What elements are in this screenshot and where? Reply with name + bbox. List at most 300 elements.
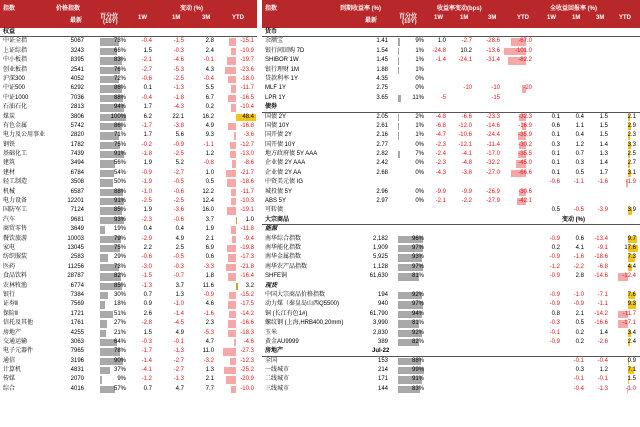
yield-change-c2: -9.9 [461, 188, 472, 195]
change-m3: 0.6 [205, 254, 214, 261]
return-r2: -0.1 [573, 376, 584, 383]
percentile-value: 90% [113, 357, 126, 364]
change-m1: -0.1 [173, 338, 184, 345]
return-r1: -0.9 [549, 254, 560, 261]
percentile-value: 0% [415, 141, 424, 148]
percentile-value: 9% [117, 376, 126, 383]
percentile-value: 85% [113, 282, 126, 289]
percentile-value: 37% [113, 367, 126, 374]
yield-change-c1: -4.7 [435, 132, 446, 139]
latest-value: 1,128 [372, 263, 388, 270]
latest-value: 12201 [67, 198, 84, 205]
percentile-value: 96% [411, 235, 424, 242]
yield-change-c4: -67.0 [518, 38, 532, 45]
percentile-value: 73% [113, 263, 126, 270]
return-r3: -0.1 [597, 376, 608, 383]
change-m1: -5.3 [173, 66, 184, 73]
return-r2: 0.5 [575, 169, 584, 176]
change-m1: -0.7 [173, 273, 184, 280]
row-name: 银行间回购 7D [265, 47, 305, 54]
percentile-value: 0% [415, 160, 424, 167]
change-ytd: 1.0 [245, 216, 254, 223]
latest-value: 2541 [70, 66, 84, 73]
table-row [0, 263, 257, 272]
return-r3: -14.6 [594, 273, 608, 280]
change-m3: 6.9 [205, 244, 214, 251]
percentile-value: 97% [411, 244, 424, 251]
percentile-value: 76% [113, 66, 126, 73]
row-name: 城投债 5Y [265, 188, 293, 195]
header-3m-2: 3M [596, 15, 605, 21]
percentile-value: 56% [113, 160, 126, 167]
latest-value: 3243 [70, 47, 84, 54]
return-r2: 0.7 [575, 151, 584, 158]
yield-change-c4: -35.5 [518, 151, 532, 158]
yield-change-c2: -3.8 [461, 169, 472, 176]
row-name: 煤炭 [3, 113, 16, 120]
latest-value: 5,925 [372, 254, 388, 261]
change-ytd: 48.4 [242, 113, 254, 120]
table-row [0, 75, 257, 84]
return-r3: 1.2 [599, 367, 608, 374]
percentile-value: 91% [113, 198, 126, 205]
row-name: 南华综合指数 [265, 235, 302, 242]
row-name: 二线城市 [265, 376, 290, 383]
yield-change-c3: -15 [491, 94, 500, 101]
row-name: 机械 [3, 188, 16, 195]
change-m3: -0.8 [203, 160, 214, 167]
row-name: 上证综指 [3, 47, 28, 54]
header-ytm: 到期收益率 (%) [340, 6, 381, 12]
yield-change-c2: -10 [463, 85, 472, 92]
row-name: 中证1000 [3, 94, 29, 101]
return-r1: 0.6 [551, 122, 560, 129]
header-percentile-10y: (10Y) [402, 19, 417, 25]
header-ytd: YTD [232, 15, 244, 21]
return-r2: 0.4 [575, 113, 584, 120]
latest-value: 3649 [70, 226, 84, 233]
latest-value: 5067 [70, 38, 84, 45]
change-m1: -2.7 [173, 357, 184, 364]
latest-value: 3.65 [376, 94, 388, 101]
rates-header [262, 0, 640, 28]
return-r4: 2.5 [627, 151, 636, 158]
change-m3: 9.3 [205, 132, 214, 139]
return-r2: 0.2 [575, 329, 584, 336]
percentile-value: 94% [113, 104, 126, 111]
latest-value: 2820 [70, 132, 84, 139]
latest-value: 3196 [70, 357, 84, 364]
change-m3: 12.2 [202, 188, 214, 195]
header-total-return: 全收益回报率 (%) [550, 6, 597, 12]
yield-change-c2: -24.1 [458, 57, 472, 64]
return-r4: 7.6 [627, 291, 636, 298]
table-row [262, 329, 640, 338]
change-ytd: -16.6 [240, 320, 254, 327]
table-row [262, 178, 640, 187]
percentile-value: 93% [113, 216, 126, 223]
change-ytd: -20.9 [240, 376, 254, 383]
latest-value: 6784 [70, 169, 84, 176]
change-w1: -0.3 [141, 338, 152, 345]
change-ytd: -8.6 [243, 160, 254, 167]
row-name: 基础化工 [3, 151, 28, 158]
change-m1: -0.5 [173, 254, 184, 261]
return-r1: -1.2 [549, 263, 560, 270]
table-row [262, 235, 640, 244]
yield-change-c2: -4.8 [461, 160, 472, 167]
table-row [262, 150, 640, 159]
change-ytd: -15.1 [240, 38, 254, 45]
return-r4: 2.7 [627, 160, 636, 167]
table-row [0, 159, 257, 168]
yield-change-c2: -10.6 [458, 132, 472, 139]
row-name: 电力设备 [3, 198, 28, 205]
change-w1: -2.9 [141, 235, 152, 242]
row-name: 餐饮旅游 [3, 235, 28, 242]
change-m1: -2.5 [173, 151, 184, 158]
header-1w: 1W [138, 15, 147, 21]
return-r2: -1.6 [573, 254, 584, 261]
change-ytd: -3.6 [243, 132, 254, 139]
table-row [262, 366, 640, 375]
yield-change-c2: -2.7 [461, 38, 472, 45]
table-row [0, 282, 257, 291]
table-row [262, 300, 640, 309]
latest-value: 13045 [67, 244, 84, 251]
return-r3: -7.1 [597, 291, 608, 298]
latest-value: 2.77 [376, 141, 388, 148]
change-w1: -1.7 [141, 122, 152, 129]
change-m3: 2.8 [205, 38, 214, 45]
return-r3: -3.9 [597, 207, 608, 214]
latest-value: 2.75 [376, 85, 388, 92]
yield-change-c3: -26.9 [486, 188, 500, 195]
return-r4: 3.3 [627, 141, 636, 148]
return-r2: 2.8 [575, 273, 584, 280]
change-w1: -1.9 [141, 179, 152, 186]
yield-change-c2: -4.1 [461, 151, 472, 158]
change-m1: 3.7 [175, 282, 184, 289]
return-r2: -0.4 [573, 385, 584, 392]
table-row [0, 141, 257, 150]
row-name: 国债 10Y [265, 122, 290, 129]
row-name: 石油石化 [3, 104, 28, 111]
yield-change-c1: -2.3 [435, 141, 446, 148]
row-name: LPR 1Y [265, 94, 286, 101]
latest-value: 11256 [67, 263, 84, 270]
percentile-value: 30% [113, 291, 126, 298]
percentile-value: 86% [113, 85, 126, 92]
row-name: 信托及其他 [3, 320, 34, 327]
yield-change-c3: -23.3 [486, 113, 500, 120]
table-row [0, 122, 257, 131]
change-ytd: -21.8 [240, 263, 254, 270]
change-m3: -1.6 [203, 310, 214, 317]
yield-change-c3: -28.6 [486, 38, 500, 45]
return-r1: 0.1 [551, 113, 560, 120]
row-name: 全国 [265, 357, 278, 364]
change-ytd: -12.7 [240, 141, 254, 148]
change-m3: 7.7 [205, 385, 214, 392]
change-m3: 2.1 [205, 376, 214, 383]
row-name: 铜 (长江有色1#) [265, 310, 308, 317]
percentile-value: 54% [113, 169, 126, 176]
header-ytd: YTD [517, 15, 529, 21]
table-row [262, 66, 640, 75]
rates-panel [262, 0, 640, 427]
table-row [262, 197, 640, 206]
change-w1: -2.3 [141, 216, 152, 223]
latest-value: 61,790 [369, 310, 388, 317]
percentile-value: 29% [113, 254, 126, 261]
latest-value: 1.88 [376, 66, 388, 73]
return-r4: 9.7 [627, 235, 636, 242]
return-r1: 0.1 [551, 151, 560, 158]
table-row [262, 385, 640, 394]
return-r4: -11.7 [622, 310, 636, 317]
return-r2: 0.3 [575, 160, 584, 167]
yield-change-c3: -24.4 [486, 132, 500, 139]
latest-value: 2,182 [372, 235, 388, 242]
row-name: 黄金AU9999 [265, 338, 299, 345]
change-m3: 6.7 [205, 94, 214, 101]
header-percentile: 百分位 [100, 14, 119, 20]
percentile-value: 0% [415, 198, 424, 205]
yield-change-c4: -32.3 [518, 113, 532, 120]
row-name: 商贸零售 [3, 226, 28, 233]
latest-value: 7439 [70, 151, 84, 158]
percentile-value: 27% [113, 320, 126, 327]
table-row [262, 56, 640, 65]
row-name: 证券Ⅱ [3, 301, 18, 308]
return-r2: -0.1 [573, 357, 584, 364]
latest-value: 7384 [70, 291, 84, 298]
row-name: 电子元器件 [3, 348, 34, 355]
change-w1: -1.0 [141, 188, 152, 195]
table-row [0, 375, 257, 384]
table-row [262, 113, 640, 122]
return-r1: 0.5 [551, 207, 560, 214]
change-w1: -1.2 [141, 376, 152, 383]
row-name: 银行 [3, 291, 16, 298]
yield-change-c4: -101.0 [514, 47, 532, 54]
change-w1: -0.9 [141, 169, 152, 176]
table-row [262, 75, 640, 84]
subsection-header [262, 225, 640, 234]
return-r4: -1.9 [625, 179, 636, 186]
latest-value: 4016 [70, 385, 84, 392]
yield-change-c1: -9.9 [435, 188, 446, 195]
table-row [262, 169, 640, 178]
row-name: 综合 [3, 385, 16, 392]
row-name: 计算机 [3, 367, 22, 374]
table-row [0, 84, 257, 93]
change-m1: -0.3 [173, 47, 184, 54]
percentile-value: 94% [411, 310, 424, 317]
header-1m: 1M [172, 15, 181, 21]
return-r4: 4.4 [627, 263, 636, 270]
change-m3: 2.4 [205, 47, 214, 54]
latest-value: 8395 [70, 57, 84, 64]
header-index: 指数 [265, 6, 278, 12]
change-m1: -3.6 [173, 207, 184, 214]
row-name: 电力及公用事业 [3, 132, 46, 139]
header-index: 指数 [3, 6, 16, 12]
change-m3: 1.3 [205, 367, 214, 374]
table-row [0, 347, 257, 356]
percentile-value: 78% [113, 348, 126, 355]
yield-change-c3: -27.0 [486, 169, 500, 176]
change-ytd: -16.4 [240, 273, 254, 280]
change-w1: 2.6 [143, 310, 152, 317]
table-row [0, 178, 257, 187]
row-name: SHFE铜 [265, 273, 288, 280]
change-ytd: -13.0 [240, 151, 254, 158]
return-r3: -2.6 [597, 338, 608, 345]
latest-value: 2.82 [376, 151, 388, 158]
latest-value: 3063 [70, 338, 84, 345]
change-w1: -3.0 [141, 263, 152, 270]
change-ytd: -4.6 [243, 338, 254, 345]
return-r2: 0.3 [575, 367, 584, 374]
change-m1: -0.9 [173, 141, 184, 148]
percentile-value: 99% [411, 367, 424, 374]
change-w1: 1.5 [143, 329, 152, 336]
table-row [0, 169, 257, 178]
return-r3: -1.1 [597, 301, 608, 308]
change-w1: 1.5 [143, 47, 152, 54]
yield-change-c1: -24.8 [432, 47, 446, 54]
return-r2: -1.0 [573, 291, 584, 298]
percentile-value: 11% [412, 94, 424, 101]
change-m3: 5.5 [205, 85, 214, 92]
yield-change-c3: -11.4 [486, 141, 500, 148]
section-title: 债券 [265, 104, 278, 111]
yield-change-c4: -42.1 [518, 198, 532, 205]
return-r2: 1.2 [575, 141, 584, 148]
yield-change-c1: -4.8 [435, 113, 446, 120]
latest-value: 2,830 [372, 329, 388, 336]
return-r1: -0.1 [549, 329, 560, 336]
change-w1: -0.4 [141, 94, 152, 101]
percentile-value: 88% [113, 94, 126, 101]
change-m1: -4.5 [173, 320, 184, 327]
yield-change-c1: -2.4 [435, 151, 446, 158]
table-row [0, 366, 257, 375]
percentile-value: 91% [113, 151, 126, 158]
table-row [262, 84, 640, 93]
section-header [262, 28, 640, 37]
table-row [0, 94, 257, 103]
row-name: 国开债 2Y [265, 132, 293, 139]
latest-value: 1761 [70, 320, 84, 327]
row-name: 中证500 [3, 85, 26, 92]
return-r3: 1.5 [599, 113, 608, 120]
row-name: 中证全指 [3, 38, 28, 45]
subsection-header [262, 282, 640, 291]
latest-value: 10003 [67, 235, 84, 242]
table-row [262, 188, 640, 197]
return-r3: -1.6 [597, 179, 608, 186]
equity-panel [0, 0, 257, 427]
return-r4: -17.1 [622, 320, 636, 327]
change-w1: 1.9 [143, 207, 152, 214]
yield-change-c4: -66.6 [518, 169, 532, 176]
change-w1: 0.9 [143, 301, 152, 308]
row-name: 食品饮料 [3, 273, 28, 280]
table-row [0, 385, 257, 394]
percentile-value: 19% [113, 226, 126, 233]
change-ytd: -10.3 [240, 198, 254, 205]
change-ytd: -11.7 [240, 188, 254, 195]
row-name: 余额宝 [265, 38, 284, 45]
percentile-value: 86% [113, 122, 126, 129]
percentile-value: 92% [411, 329, 424, 336]
percentile-value: 88% [113, 188, 126, 195]
change-m3: 4.3 [205, 66, 214, 73]
header-latest: 最新 [365, 18, 378, 24]
return-r4: 2.4 [627, 338, 636, 345]
table-row [262, 263, 640, 272]
return-r1: 0.1 [551, 169, 560, 176]
latest-value: 9681 [70, 216, 84, 223]
change-m1: -2.5 [173, 75, 184, 82]
return-r2: -0.9 [573, 301, 584, 308]
table-row [262, 37, 640, 46]
change-m3: 1.9 [205, 226, 214, 233]
row-name: 房地产 [3, 329, 22, 336]
percentile-value: 66% [113, 47, 126, 54]
percentile-value: 18% [113, 301, 126, 308]
percentile-value: 57% [113, 385, 126, 392]
latest-value: 1782 [70, 141, 84, 148]
row-name: 南华金属指数 [265, 254, 302, 261]
return-r3: 1.4 [599, 329, 608, 336]
return-r3: 1.4 [599, 160, 608, 167]
return-r3: 1.5 [599, 122, 608, 129]
yield-change-c4: -45.0 [518, 160, 532, 167]
change-ytd: -16.5 [240, 94, 254, 101]
change-w1: -1.7 [141, 348, 152, 355]
change-m1: -0.6 [173, 216, 184, 223]
row-name: ABS 5Y [265, 198, 287, 205]
row-name: 农林牧渔 [3, 282, 28, 289]
table-row [0, 56, 257, 65]
yield-change-c3: -27.9 [486, 198, 500, 205]
return-r4: 17.6 [624, 244, 636, 251]
latest-value: 2.42 [376, 160, 388, 167]
latest-value: 144 [377, 385, 388, 392]
table-row [0, 225, 257, 234]
row-name: 汽车 [3, 216, 16, 223]
row-name: 企业债 2Y AA [265, 169, 302, 176]
change-m3: 4.7 [205, 338, 214, 345]
table-row [0, 150, 257, 159]
percentile-value: 97% [411, 301, 424, 308]
row-name: 玉米 [265, 329, 278, 336]
change-m1: -3.8 [173, 122, 184, 129]
percentile-value: 73% [113, 38, 126, 45]
yield-change-c4: -30.2 [518, 141, 532, 148]
row-name: 中资美元债 IG [265, 179, 304, 186]
table-row [262, 272, 640, 281]
change-w1: -1.8 [141, 151, 152, 158]
change-ytd: -10.0 [240, 385, 254, 392]
change-m3: 3.7 [205, 216, 214, 223]
latest-value: 3806 [70, 113, 84, 120]
table-row [262, 159, 640, 168]
